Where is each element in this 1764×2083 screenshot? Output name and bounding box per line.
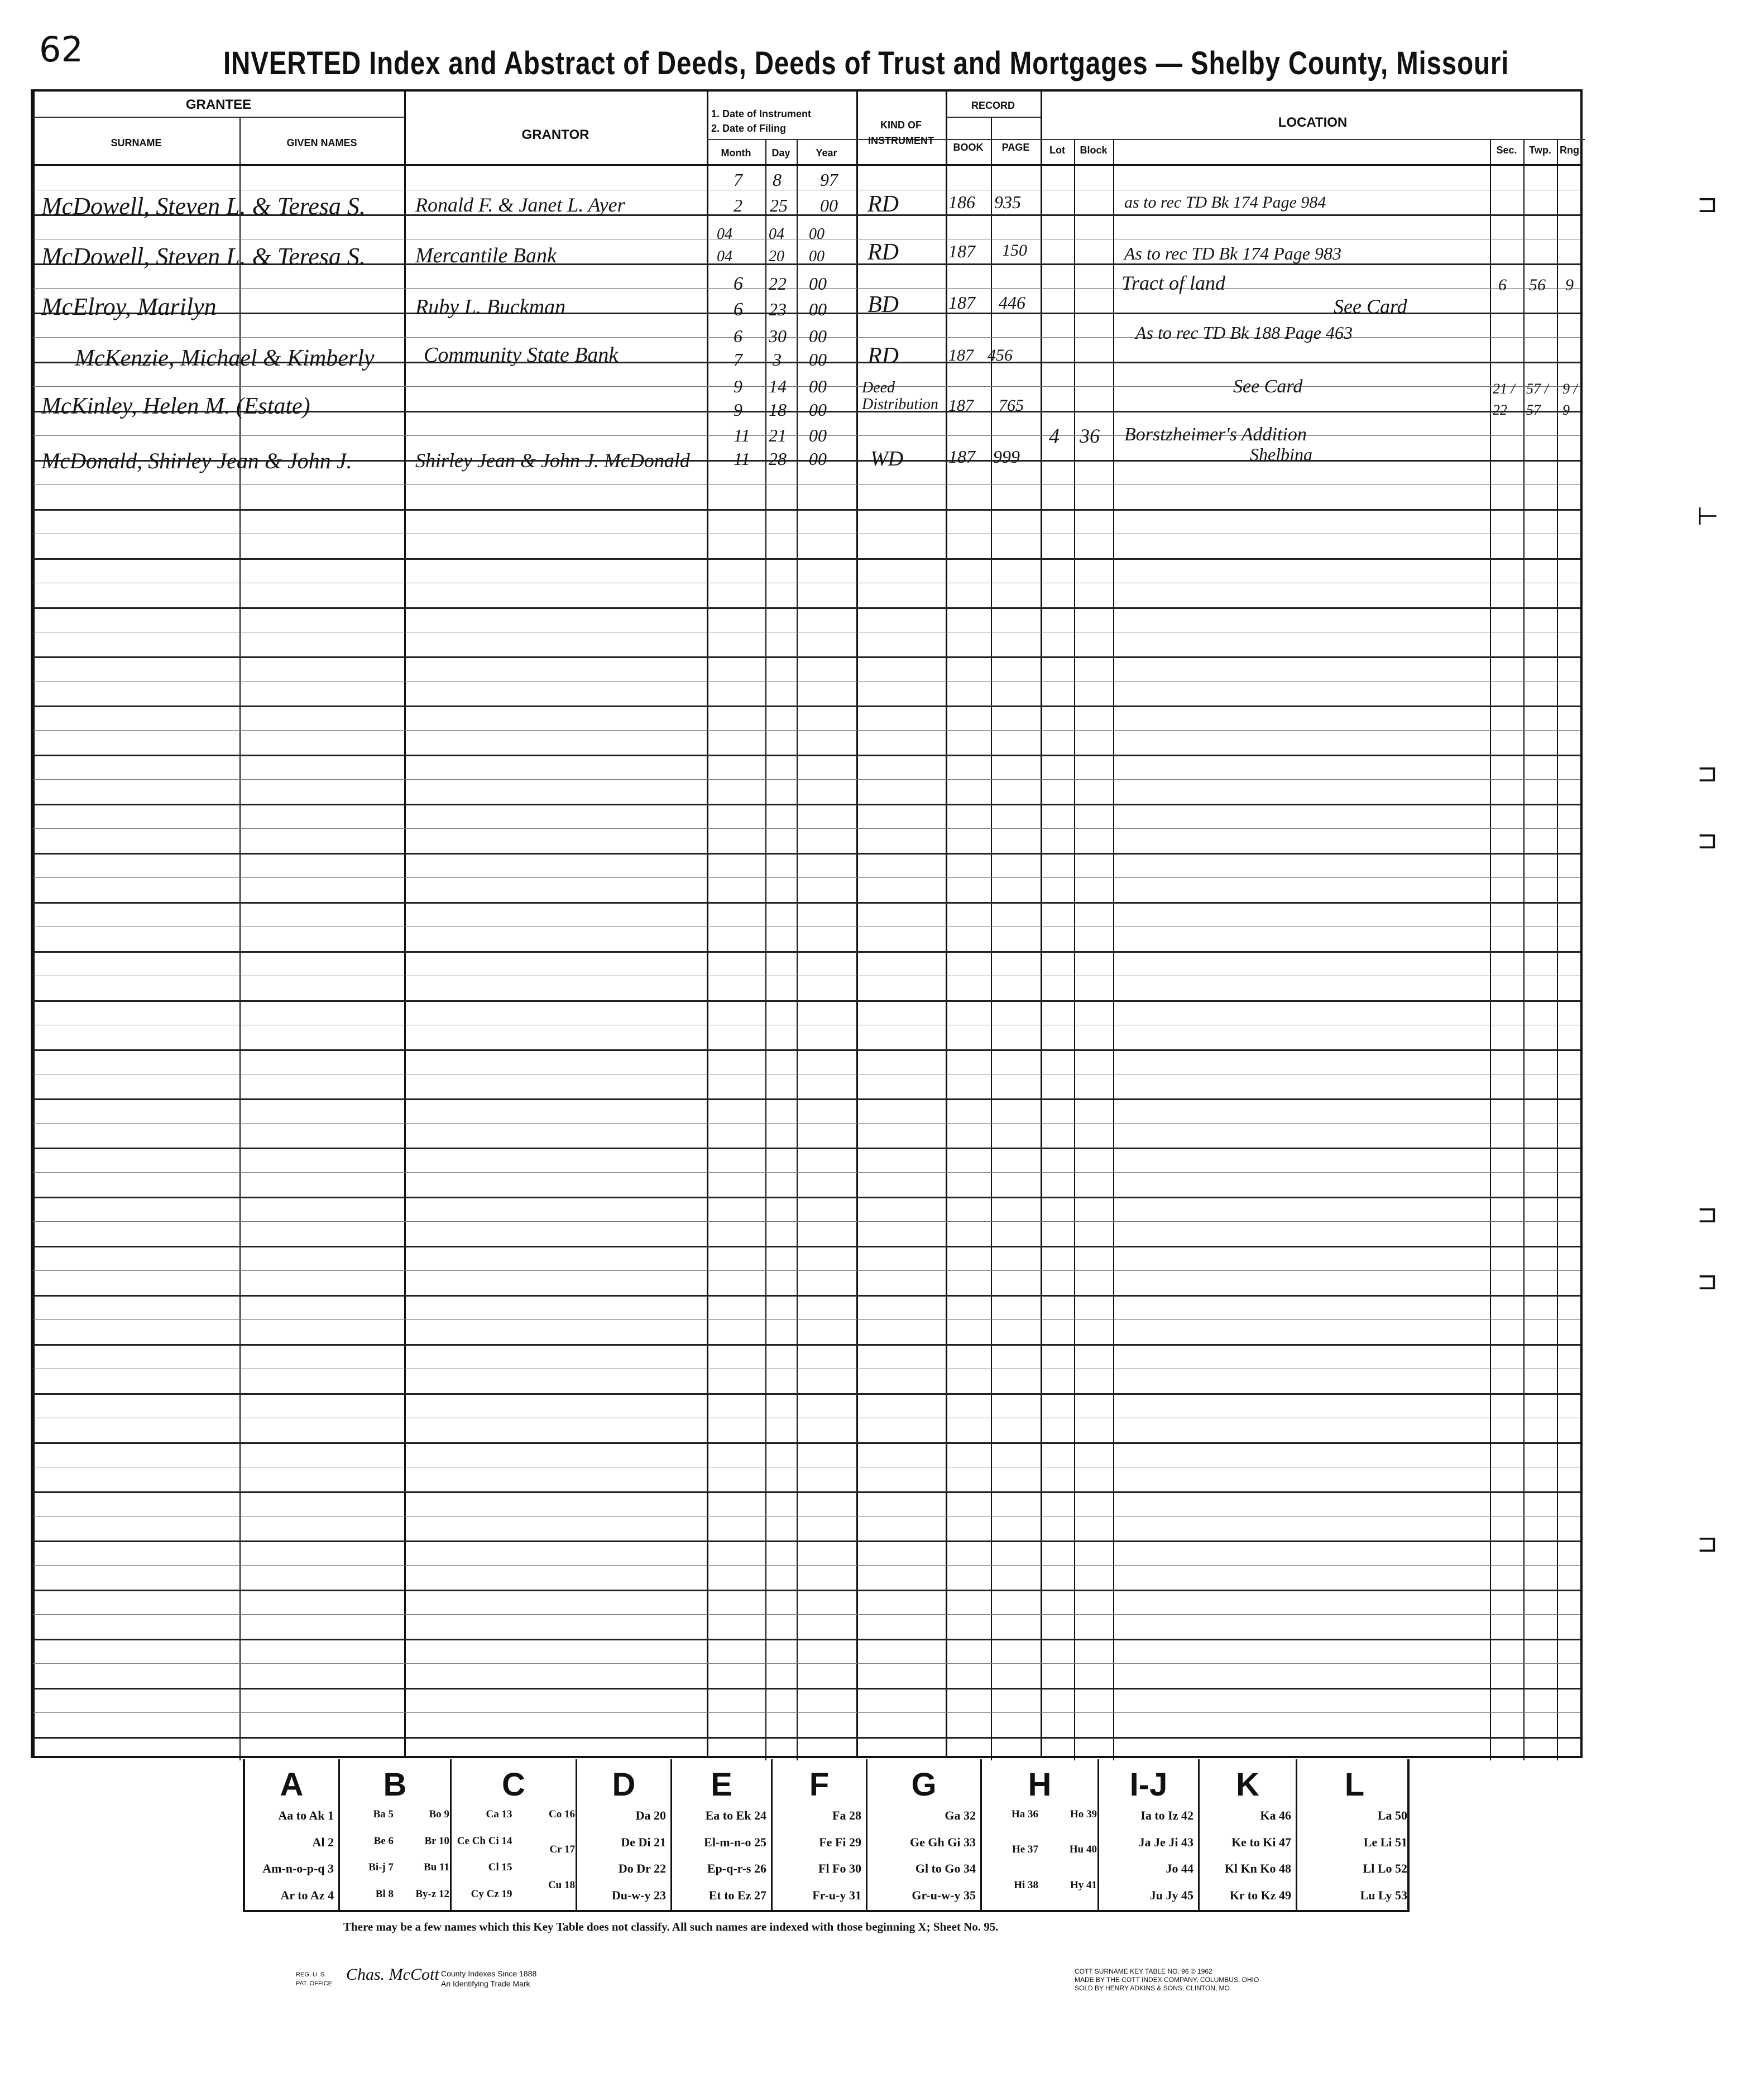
binding-mark: ⊐ <box>1697 759 1718 788</box>
rule-line <box>33 1565 1580 1566</box>
entry-year-1: 00 <box>809 326 827 346</box>
key-entry: Ar to Az 4 <box>280 1888 334 1902</box>
key-entry: Co 16 <box>549 1808 575 1820</box>
entry-sec: 21 / 22 <box>1493 381 1515 418</box>
entry-location: See Card <box>1233 376 1303 397</box>
key-entry: Ke to Ki 47 <box>1231 1835 1291 1849</box>
month-header: Month <box>721 147 751 159</box>
page-number: 62 <box>39 29 83 70</box>
twp-header: Twp. <box>1529 145 1551 156</box>
record-header: RECORD <box>971 100 1015 111</box>
entry-kind: RD <box>867 191 899 217</box>
rule-line <box>33 1737 1580 1739</box>
kind-header-line2: INSTRUMENT <box>868 135 934 146</box>
footer-reg: REG. U. S. <box>296 1971 327 1978</box>
entry-day-1: 21 <box>769 425 787 445</box>
rule-line <box>33 902 1580 904</box>
page-header: PAGE <box>1001 142 1030 153</box>
key-column-c <box>452 1759 577 1910</box>
key-entry: Ce Ch Ci 14 <box>457 1835 512 1847</box>
rule-line <box>33 1148 1580 1149</box>
footer-since: County Indexes Since 1888 <box>441 1969 537 1978</box>
entry-year-1: 00 <box>809 273 827 294</box>
key-entry: Hi 38 <box>1014 1879 1038 1891</box>
rule-line <box>33 730 1580 731</box>
key-letter: B <box>383 1767 407 1803</box>
key-entry: Ea to Ek 24 <box>705 1808 766 1822</box>
entry-year-2: 00 <box>820 195 838 215</box>
title-rest: Index and Abstract of Deeds, Deeds of Trust and Mortgages — Shelby County, Missouri <box>369 45 1509 81</box>
key-entry: Bi-j 7 <box>368 1861 394 1873</box>
entry-twp: 56 <box>1529 276 1546 294</box>
entry-block: 36 <box>1080 425 1100 447</box>
footer-pat: PAT. OFFICE <box>296 1980 332 1987</box>
binding-mark: ⊐ <box>1697 1267 1718 1295</box>
entry-grantor: Ruby L. Buckman <box>415 295 566 319</box>
key-entry: Bu 11 <box>424 1861 449 1873</box>
binding-mark: ⊐ <box>1697 1529 1718 1558</box>
key-entry: Da 20 <box>635 1808 666 1822</box>
key-entry: Fa 28 <box>832 1808 861 1822</box>
key-entry: Ge Gh Gi 33 <box>910 1835 976 1849</box>
entry-year-2: 00 <box>809 449 827 469</box>
entry-year-2: 00 <box>809 299 827 319</box>
page-title <box>223 45 1509 82</box>
rule-line <box>33 1688 1580 1690</box>
entry-page: 150 <box>1002 241 1027 260</box>
entry-year-2: 00 <box>809 349 827 369</box>
key-entry: Cr 17 <box>549 1844 575 1856</box>
key-letter: K <box>1236 1767 1259 1803</box>
key-entry: Cy Cz 19 <box>471 1888 512 1900</box>
key-entry: Ju Jy 45 <box>1149 1888 1193 1902</box>
rule-line <box>33 1197 1580 1198</box>
entry-year-1: 00 <box>809 376 827 396</box>
key-entry: Ha 36 <box>1011 1808 1038 1820</box>
key-column-e <box>672 1759 773 1910</box>
entry-book: 187 <box>948 447 975 467</box>
binding-mark: ⊢ <box>1697 502 1719 531</box>
entry-book: 187 <box>948 346 974 364</box>
entry-location: Borstzheimer's Addition <box>1124 424 1307 445</box>
rule-line <box>33 877 1580 878</box>
rule-line <box>33 1000 1580 1002</box>
rule-line <box>33 755 1580 756</box>
key-entry: Bl 8 <box>375 1888 394 1900</box>
entry-day-2: 28 <box>769 449 787 469</box>
entry-year-1: 97 <box>820 170 838 190</box>
entry-month-1: 7 <box>734 170 742 190</box>
entry-book: 187 <box>948 241 975 261</box>
key-entry: Hy 41 <box>1070 1879 1097 1891</box>
entry-grantee: McDonald, Shirley Jean & John J. <box>41 448 352 473</box>
grantor-header: GRANTOR <box>521 127 589 142</box>
rule-line <box>33 1123 1580 1124</box>
entry-book: 187 <box>948 292 975 313</box>
rule-line <box>33 656 1580 658</box>
key-letter: H <box>1028 1767 1052 1803</box>
rule-line <box>33 1712 1580 1713</box>
entry-grantee: McKenzie, Michael & Kimberly <box>75 345 375 371</box>
entry-year-2: 00 <box>809 400 827 420</box>
key-letter: G <box>911 1767 937 1803</box>
rule-line <box>33 1393 1580 1395</box>
binding-mark: ⊐ <box>1697 826 1718 855</box>
key-letter: D <box>612 1767 636 1803</box>
key-entry: Ja Je Ji 43 <box>1138 1835 1193 1849</box>
key-entry: De Di 21 <box>621 1835 666 1849</box>
binding-mark: ⊐ <box>1697 190 1718 218</box>
entry-year-1: 00 <box>809 425 827 445</box>
key-column-d <box>577 1759 672 1910</box>
entry-kind: RD <box>867 239 899 265</box>
rule-line <box>33 1491 1580 1493</box>
rule-line <box>33 1344 1580 1346</box>
binding-mark: ⊐ <box>1697 1200 1718 1228</box>
sec-header: Sec. <box>1496 145 1517 156</box>
key-entry: Cu 18 <box>548 1879 575 1891</box>
rule-line <box>33 1221 1580 1222</box>
key-entry: Aa to Ak 1 <box>278 1808 334 1822</box>
rule-line <box>33 435 1580 436</box>
key-letter: L <box>1344 1767 1365 1803</box>
rule-line <box>33 1270 1580 1271</box>
key-entry: Fe Fi 29 <box>819 1835 861 1849</box>
entry-day-1: 8 <box>773 170 782 190</box>
key-column-a <box>245 1759 340 1910</box>
entry-book: 186 <box>948 192 975 212</box>
entry-day-1: 14 <box>769 376 787 396</box>
rule-line <box>33 1614 1580 1615</box>
entry-grantee: McElroy, Marilyn <box>41 293 217 320</box>
footer-signature: Chas. McCott <box>346 1965 439 1984</box>
rule-line <box>33 804 1580 805</box>
rule-line <box>33 607 1580 609</box>
key-letter: I-J <box>1129 1767 1168 1803</box>
key-entry: Et to Ez 27 <box>708 1888 766 1902</box>
key-entry: Do Dr 22 <box>618 1861 666 1875</box>
key-entry: Le Li 51 <box>1363 1835 1407 1849</box>
entry-month-1: 04 <box>717 225 732 243</box>
kind-header-line1: KIND OF <box>880 119 922 131</box>
entry-grantor: Community State Bank <box>424 343 619 367</box>
key-column-g <box>867 1759 982 1910</box>
entry-page: 935 <box>994 192 1021 212</box>
entry-month-1: 9 <box>734 376 742 396</box>
entry-twp: 57 / 57 <box>1526 381 1549 418</box>
footer-trademark: An Identifying Trade Mark <box>441 1979 530 1988</box>
entry-page: 765 <box>999 396 1024 415</box>
rule-line <box>33 828 1580 829</box>
entry-kind: Deed Distribution <box>862 379 938 413</box>
rule-line <box>33 1246 1580 1247</box>
key-column-l <box>1297 1759 1412 1910</box>
entry-rng: 9 <box>1565 276 1574 294</box>
key-column-k <box>1200 1759 1297 1910</box>
key-column-h <box>982 1759 1099 1910</box>
key-table-note: There may be a few names which this Key Table does not classify. All such names are indexed with those beginning X; Sheet No. 95. <box>343 1920 999 1933</box>
rule-line <box>33 1319 1580 1320</box>
key-column-i-j <box>1099 1759 1200 1910</box>
rule-line <box>33 1172 1580 1173</box>
key-entry: Ka 46 <box>1260 1808 1291 1822</box>
rule-line <box>33 1590 1580 1591</box>
lot-header: Lot <box>1049 145 1065 156</box>
key-entry: Bo 9 <box>429 1808 449 1820</box>
key-entry: Gl to Go 34 <box>915 1861 976 1875</box>
key-entry: Ca 13 <box>486 1808 512 1820</box>
rule-line <box>33 558 1580 560</box>
entry-month-2: 11 <box>734 449 750 469</box>
key-entry: Hu 40 <box>1069 1844 1097 1856</box>
rule-line <box>33 853 1580 855</box>
entry-month-2: 9 <box>734 400 742 420</box>
entry-grantee: McDowell, Steven L. & Teresa S. <box>41 193 366 220</box>
entry-day-2: 3 <box>773 349 782 369</box>
key-entry: Be 6 <box>373 1835 394 1847</box>
entry-month-2: 6 <box>734 299 743 320</box>
date-header-line2: 2. Date of Filing <box>711 123 787 134</box>
footer-right-1: COTT SURNAME KEY TABLE NO. 96 © 1962 <box>1075 1967 1212 1975</box>
entry-month-1: 11 <box>734 425 750 445</box>
entry-kind: BD <box>867 292 899 318</box>
entry-grantee: McKinley, Helen M. (Estate) <box>41 393 310 419</box>
key-entry: Du-w-y 23 <box>611 1888 666 1902</box>
entry-day-2: 18 <box>769 400 787 420</box>
key-entry: Ho 39 <box>1070 1808 1097 1820</box>
key-entry: Ia to Iz 42 <box>1140 1808 1193 1822</box>
rule-line <box>33 951 1580 953</box>
key-entry: He 37 <box>1012 1844 1038 1856</box>
entry-location: As to rec TD Bk 174 Page 983 <box>1124 243 1341 263</box>
rule-line <box>33 1442 1580 1444</box>
key-letter: C <box>502 1767 525 1803</box>
rule-line <box>33 705 1580 707</box>
entry-location-detail: See Card <box>1334 295 1407 318</box>
rng-header: Rng. <box>1560 145 1582 156</box>
entry-month-1: 6 <box>734 326 742 346</box>
rule-line <box>33 1663 1580 1664</box>
key-entry: By-z 12 <box>415 1888 449 1900</box>
entry-day-1: 30 <box>769 326 787 346</box>
entry-grantor: Shirley Jean & John J. McDonald <box>415 449 690 472</box>
footer-right-2: MADE BY THE COTT INDEX COMPANY, COLUMBUS, OHIO <box>1075 1976 1259 1984</box>
grantee-header: GRANTEE <box>185 97 252 112</box>
key-entry: El-m-n-o 25 <box>704 1835 766 1849</box>
entry-kind: RD <box>867 343 899 369</box>
entry-day-1: 04 <box>769 225 784 243</box>
day-header: Day <box>771 147 790 159</box>
rule-line <box>33 386 1580 387</box>
rule-line <box>33 484 1580 485</box>
ledger-table <box>31 89 1583 1758</box>
entry-book: 187 <box>948 396 974 415</box>
key-letter: E <box>711 1767 732 1803</box>
entry-grantor: Mercantile Bank <box>415 244 557 267</box>
key-entry: Jo 44 <box>1166 1861 1193 1875</box>
rule-line <box>33 288 1580 289</box>
entry-grantor: Ronald F. & Janet L. Ayer <box>415 194 625 216</box>
location-header: LOCATION <box>1278 115 1348 130</box>
surname-header: SURNAME <box>111 137 162 148</box>
entry-year-2: 00 <box>809 248 825 265</box>
entry-location: As to rec TD Bk 188 Page 463 <box>1135 323 1353 343</box>
entry-sec: 6 <box>1498 276 1507 294</box>
key-entry: Lu Ly 53 <box>1360 1888 1407 1902</box>
rule-line <box>33 779 1580 780</box>
entry-location: Tract of land <box>1121 272 1226 294</box>
footer-right-3: SOLD BY HENRY ADKINS & SONS, CLINTON, MO. <box>1075 1984 1232 1992</box>
entry-day-2: 20 <box>769 248 784 265</box>
entry-kind: WD <box>870 447 904 471</box>
key-entry: Al 2 <box>312 1835 334 1849</box>
key-entry: Fr-u-y 31 <box>812 1888 861 1902</box>
year-header: Year <box>816 147 837 159</box>
key-entry: Ga 32 <box>945 1808 976 1822</box>
rule-line <box>33 509 1580 511</box>
block-header: Block <box>1080 145 1108 156</box>
key-entry: Gr-u-w-y 35 <box>912 1888 976 1902</box>
book-header: BOOK <box>953 142 984 153</box>
entry-month-2: 7 <box>734 349 742 369</box>
rule-line <box>33 1049 1580 1051</box>
entry-day-2: 25 <box>770 195 788 215</box>
entry-page: 456 <box>988 346 1013 364</box>
rule-line <box>33 1540 1580 1542</box>
entry-day-2: 23 <box>769 299 787 319</box>
rule-line <box>33 1098 1580 1100</box>
key-entry: Fl Fo 30 <box>818 1861 861 1875</box>
key-entry: La 50 <box>1377 1808 1407 1822</box>
entry-location: as to rec TD Bk 174 Page 984 <box>1124 193 1326 212</box>
entry-day-1: 22 <box>769 273 787 294</box>
entry-month-2: 04 <box>717 248 732 265</box>
rule-line <box>33 1639 1580 1640</box>
key-entry: Ep-q-r-s 26 <box>707 1861 766 1875</box>
key-letter: A <box>280 1767 304 1803</box>
surname-key-table <box>243 1759 1410 1912</box>
key-entry: Am-n-o-p-q 3 <box>262 1861 334 1875</box>
entry-location-detail: Shelbina <box>1250 444 1312 464</box>
entry-lot: 4 <box>1049 425 1060 448</box>
entry-page: 446 <box>999 292 1025 313</box>
date-header-line1: 1. Date of Instrument <box>711 108 812 119</box>
key-letter: F <box>809 1767 830 1803</box>
entry-month-2: 2 <box>734 195 742 215</box>
key-column-f <box>773 1759 867 1910</box>
entry-month-1: 6 <box>734 273 743 294</box>
entry-rng: 9 / 9 <box>1562 381 1578 418</box>
rule-line <box>33 1295 1580 1297</box>
entry-page: 999 <box>993 447 1020 467</box>
key-entry: Ba 5 <box>373 1808 394 1820</box>
key-entry: Ll Lo 52 <box>1363 1861 1407 1875</box>
key-entry: Kl Kn Ko 48 <box>1224 1861 1291 1875</box>
entry-grantee: McDowell, Steven L. & Teresa S. <box>41 243 366 270</box>
key-column-b <box>340 1759 452 1910</box>
entry-year-1: 00 <box>809 225 825 243</box>
key-entry: Kr to Kz 49 <box>1229 1888 1291 1902</box>
key-entry: Cl 15 <box>488 1861 512 1873</box>
key-entry: Br 10 <box>424 1835 449 1847</box>
title-emphasis: INVERTED <box>223 45 362 81</box>
given-names-header: GIVEN NAMES <box>286 137 357 148</box>
